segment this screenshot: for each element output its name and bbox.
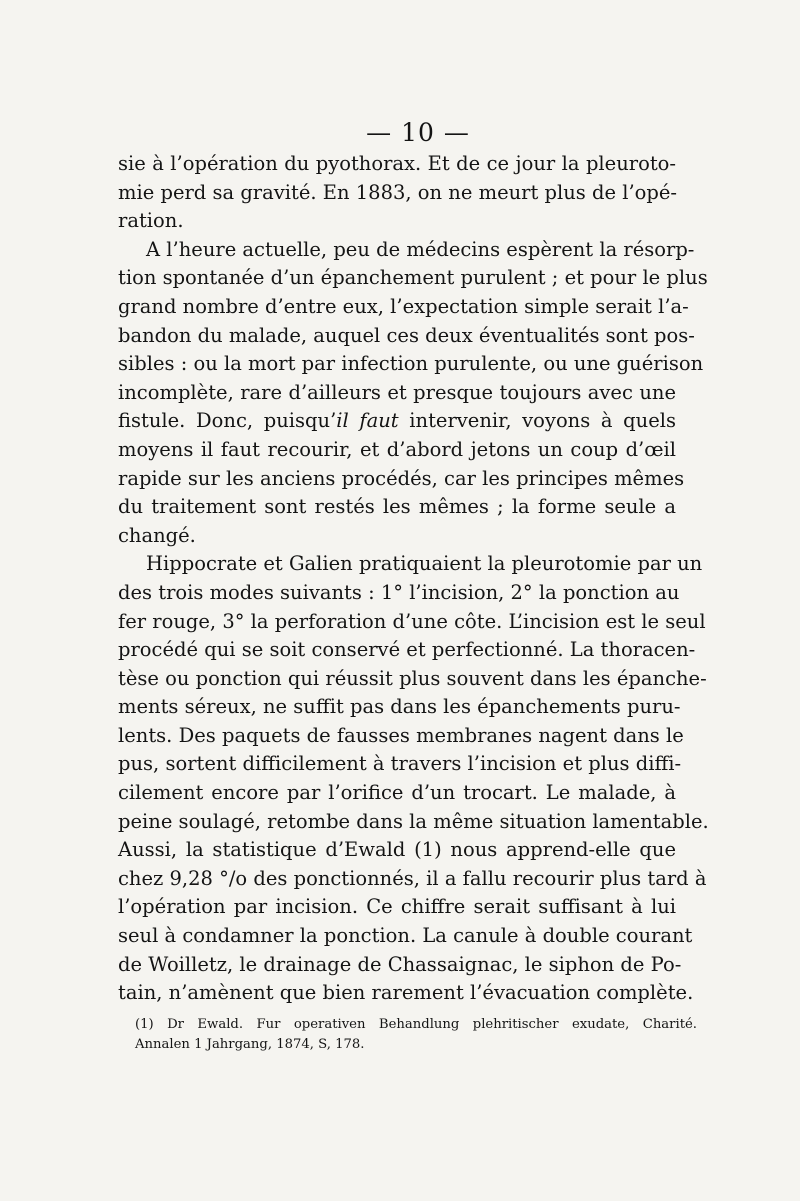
text-line: sie à l’opération du pyothorax. Et de ce jour la pleuroto- — [118, 152, 676, 175]
text-line: l’opération par incision. Ce chiffre serait suffisant à lui — [118, 895, 676, 919]
body-text — [118, 150, 709, 1008]
text-line: rapide sur les anciens procédés, car les principes mêmes — [118, 466, 685, 490]
paragraph-2 — [118, 236, 708, 551]
text-line: lents. Des paquets de fausses membranes nagent dans le — [118, 723, 684, 747]
page-number: — 10 — — [366, 118, 470, 147]
text-line: du traitement sont restés les mêmes ; la forme seule a — [118, 495, 676, 519]
text-line: A l’heure actuelle, peu de médecins espèrent la résorp- — [146, 237, 695, 261]
italic-phrase: il faut — [336, 409, 399, 433]
text-line: peine soulagé, retombe dans la même situation lamentable. — [118, 809, 709, 833]
text-line: seul à condamner la ponction. La canule à double courant — [118, 924, 693, 948]
footnote-line: Annalen 1 Jahrgang, 1874, S, 178. — [135, 1037, 365, 1052]
footnote-line: (1) Dr Ewald. Fur operativen Behandlung plehritischer exudate, Charité. — [135, 1017, 697, 1032]
text-line: cilement encore par l’orifice d’un trocart. Le malade, à — [118, 781, 676, 805]
text-line: chez 9,28 °/o des ponctionnés, il a fallu recourir plus tard à — [118, 866, 707, 890]
text-line: pus, sortent difficilement à travers l’incision et plus diffi- — [118, 752, 682, 776]
text-fragment: fistule. Donc, puisqu’ — [118, 409, 337, 433]
text-line: tion spontanée d’un épanchement purulent ; et pour le plus — [118, 266, 708, 290]
text-line-with-italic — [118, 407, 676, 436]
text-line: Hippocrate et Galien pratiquaient la pleurotomie par un — [146, 552, 703, 576]
text-fragment: intervenir, voyons à quels — [398, 409, 676, 433]
text-line: fer rouge, 3° la perforation d’une côte. L’incision est le seul — [118, 609, 706, 633]
text-line: mie perd sa gravité. En 1883, on ne meurt plus de l’opé- — [118, 180, 678, 204]
text-line: procédé qui se soit conservé et perfectionné. La thoracen- — [118, 638, 696, 662]
text-line: tèse ou ponction qui réussit plus souvent dans les épanche- — [118, 666, 707, 690]
text-line: incomplète, rare d’ailleurs et presque toujours avec une — [118, 380, 676, 404]
footnotes — [135, 1015, 697, 1055]
paragraph-3 — [118, 550, 709, 1008]
text-line: ments séreux, ne suffit pas dans les épanchements puru- — [118, 695, 681, 719]
text-line: ration. — [118, 209, 184, 233]
text-line: changé. — [118, 523, 196, 547]
text-line: des trois modes suivants : 1° l’incision, 2° la ponction au — [118, 580, 680, 604]
text-line: grand nombre d’entre eux, l’expectation simple serait l’a- — [118, 294, 689, 318]
text-line: sibles : ou la mort par infection purulente, ou une guérison — [118, 352, 704, 376]
text-line: de Woilletz, le drainage de Chassaignac, le siphon de Po- — [118, 952, 682, 976]
text-line: tain, n’amènent que bien rarement l’évacuation complète. — [118, 981, 694, 1005]
text-line: moyens il faut recourir, et d’abord jetons un coup d’œil — [118, 437, 676, 461]
paragraph-1 — [118, 150, 676, 236]
text-line: bandon du malade, auquel ces deux éventualités sont pos- — [118, 323, 695, 347]
text-line: Aussi, la statistique d’Ewald (1) nous apprend-elle que — [118, 838, 676, 862]
